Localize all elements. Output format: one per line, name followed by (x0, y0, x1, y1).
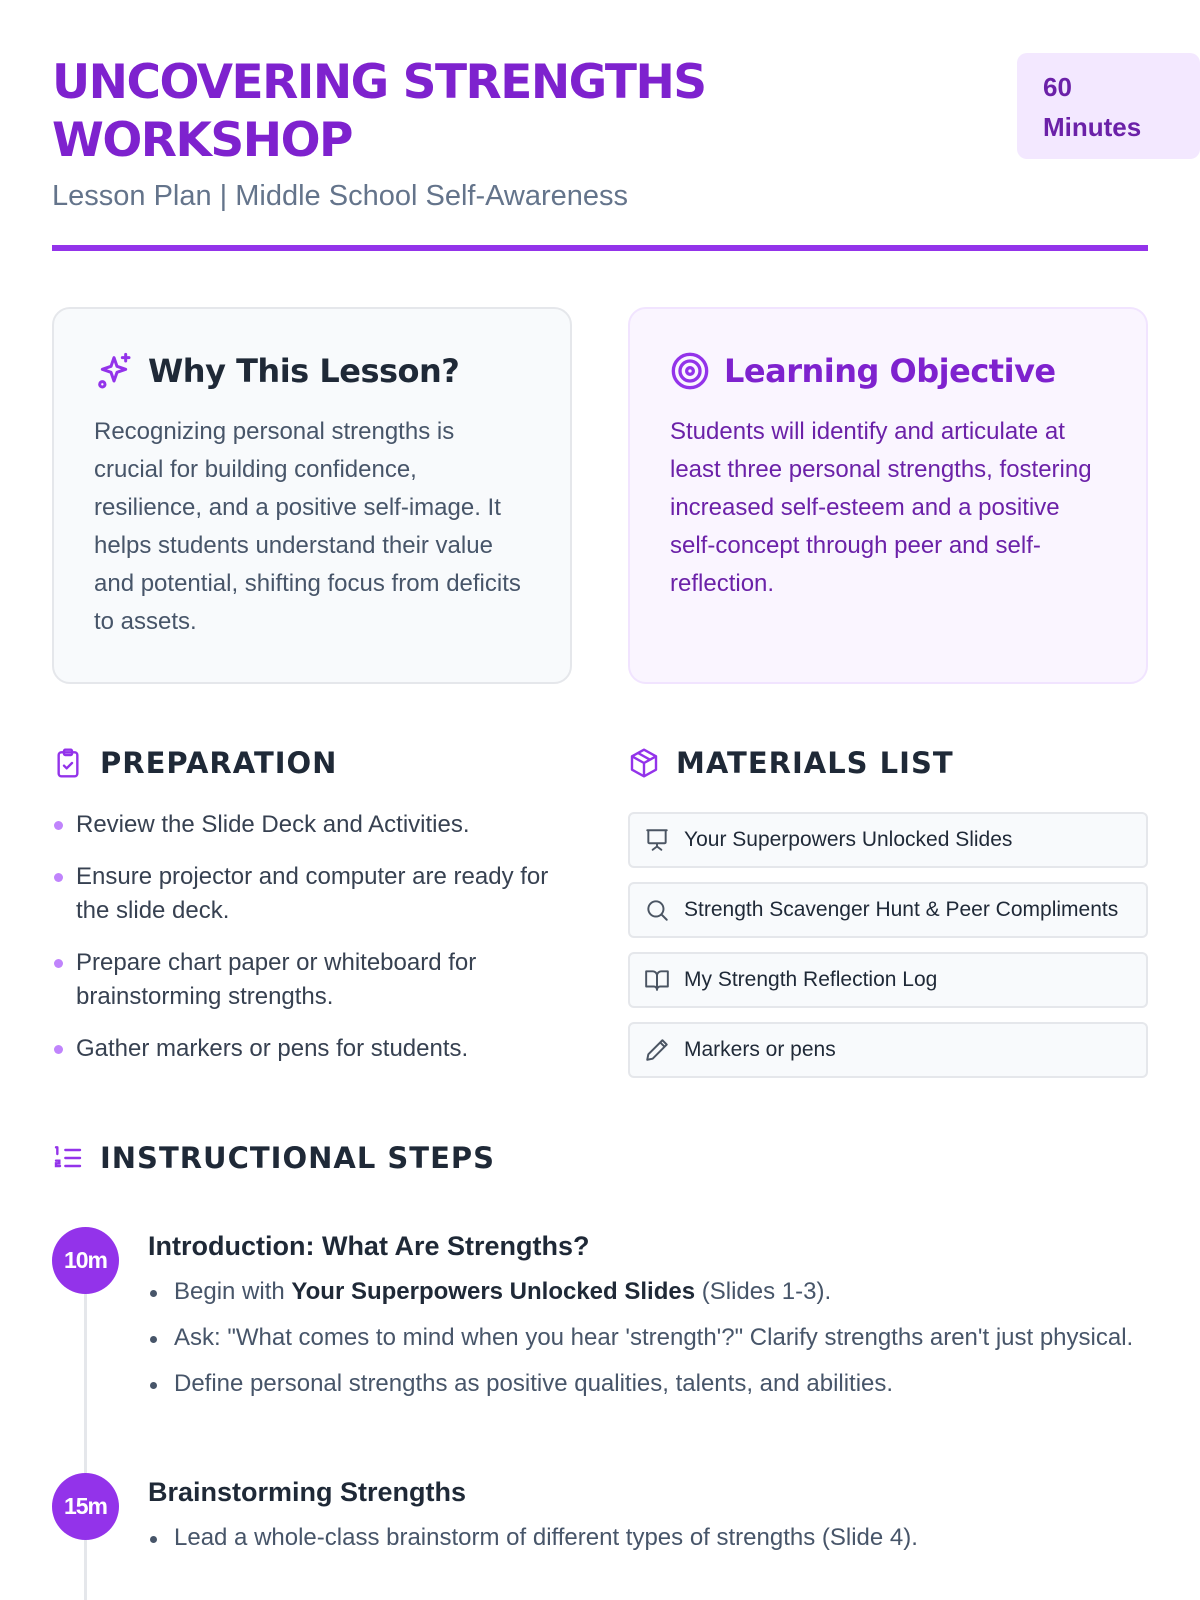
pencil-icon (644, 1037, 670, 1063)
steps-title: INSTRUCTIONAL STEPS (100, 1141, 496, 1175)
material-item (628, 812, 1148, 868)
material-label: My Strength Reflection Log (684, 968, 938, 991)
material-item (628, 1022, 1148, 1078)
step-bullets (148, 1275, 1148, 1401)
clipboard-check-icon (52, 747, 84, 779)
step-duration-badge: 10m (52, 1227, 119, 1294)
materials-title: MATERIALS LIST (676, 746, 954, 780)
duration-badge (1017, 53, 1200, 159)
instructional-steps-section (52, 1141, 1148, 1567)
preparation-title: PREPARATION (100, 746, 338, 780)
list-item: Lead a whole-class brainstorm of different types of strengths (Slide 4). (148, 1521, 1148, 1555)
list-item: Define personal strengths as positive qualities, talents, and abilities. (148, 1367, 1148, 1401)
material-label: Markers or pens (684, 1038, 836, 1061)
material-item (628, 882, 1148, 938)
list-item: Prepare chart paper or whiteboard for brainstorming strengths. (52, 946, 572, 1014)
material-label: Your Superpowers Unlocked Slides (684, 828, 1013, 851)
material-item (628, 952, 1148, 1008)
step-duration-badge: 15m (52, 1473, 119, 1540)
overview-cards (52, 307, 1148, 684)
list-item: Review the Slide Deck and Activities. (52, 808, 572, 842)
target-icon (670, 351, 710, 391)
why-lesson-body: Recognizing personal strengths is crucial for building confidence, resilience, and a positive self-image. It helps students understand their value and potential, shifting focus from deficits to assets. (94, 418, 521, 635)
header (52, 0, 1148, 213)
preparation-list (52, 808, 572, 1066)
material-label: Strength Scavenger Hunt & Peer Compliments (684, 898, 1119, 921)
preparation-section (52, 746, 572, 1084)
list-item: Ensure projector and computer are ready for the slide deck. (52, 860, 572, 928)
list-item: Ask: "What comes to mind when you hear 'strength'?" Clarify strengths aren't just physical. (148, 1321, 1148, 1355)
page-subtitle: Lesson Plan | Middle School Self-Awareness (52, 180, 629, 212)
learning-objective-card (628, 307, 1148, 684)
book-open-icon (644, 967, 670, 993)
search-icon (644, 897, 670, 923)
list-ordered-icon (52, 1142, 84, 1174)
step-item (52, 1227, 1148, 1401)
package-icon (628, 747, 660, 779)
list-item: Begin with Your Superpowers Unlocked Slides (Slides 1-3). (148, 1275, 1148, 1309)
materials-section (628, 746, 1148, 1092)
presentation-icon (644, 827, 670, 853)
step-item (52, 1473, 1148, 1555)
duration-unit: Minutes (1043, 112, 1142, 142)
sparkles-icon (94, 351, 134, 391)
materials-list (628, 812, 1148, 1078)
why-lesson-title: Why This Lesson? (148, 352, 460, 390)
step-title: Brainstorming Strengths (148, 1477, 467, 1507)
step-title: Introduction: What Are Strengths? (148, 1231, 590, 1261)
learning-objective-body: Students will identify and articulate at least three personal strengths, fostering increased self-esteem and a positive self-concept through peer and self-reflection. (670, 418, 1092, 597)
page-title: UNCOVERING STRENGTHS WORKSHOP (52, 55, 706, 168)
why-lesson-card (52, 307, 572, 684)
step-bullets (148, 1521, 1148, 1555)
header-divider (52, 245, 1148, 251)
list-item: Gather markers or pens for students. (52, 1032, 572, 1066)
duration-number: 60 (1043, 72, 1072, 102)
learning-objective-title: Learning Objective (724, 352, 1056, 390)
